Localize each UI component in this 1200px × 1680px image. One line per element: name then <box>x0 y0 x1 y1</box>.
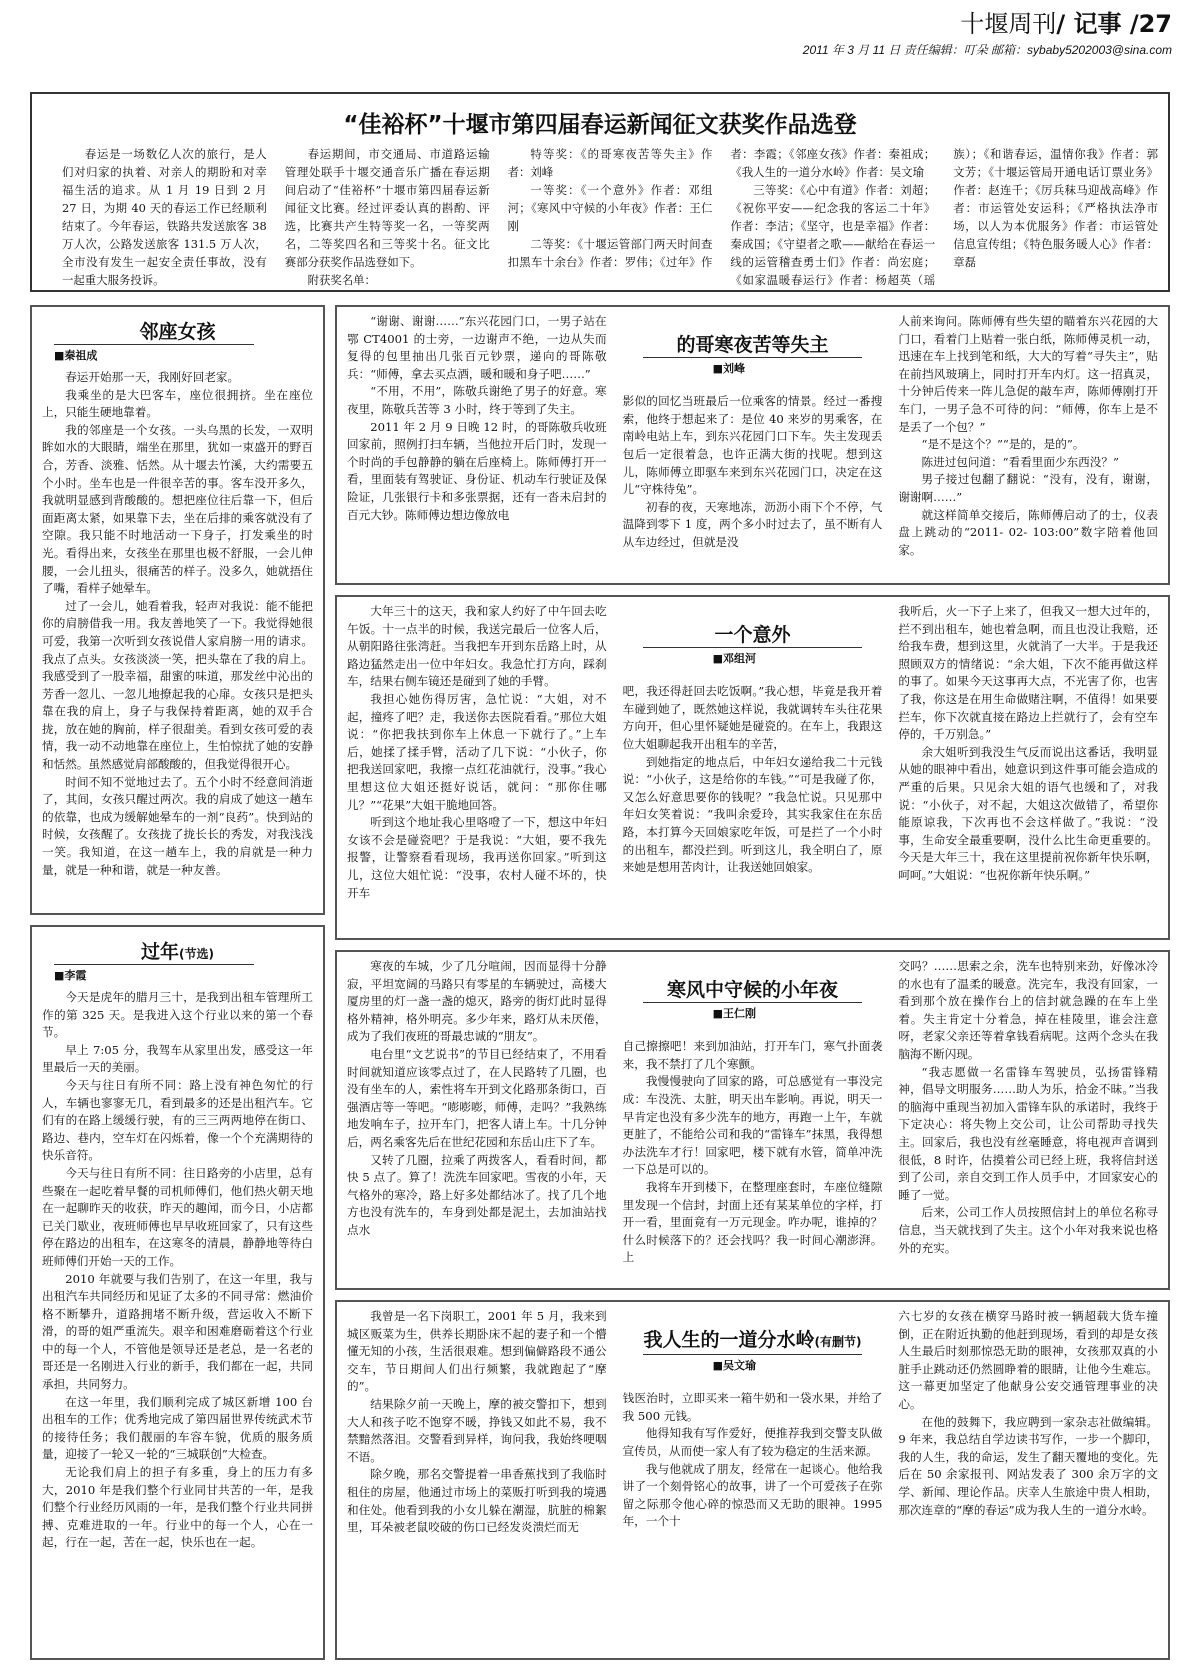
paragraph: 陈进过包问道：“看看里面少东西没？” <box>921 454 1119 469</box>
paragraph: 他得知我有写作爱好，便推荐我到交警支队做宣传员，从而使一家人有了较为稳定的生活来源。 <box>622 1426 883 1458</box>
paragraph: 在他的鼓舞下，我应聘到一家杂志社做编辑。9 年来，我总结自学边读书写作，一步一个脚印，我的人生，我的命运，发生了翻天覆地的变化。先后在 50 余家报刊、网站发表了 300 余万字的文学、新闻、理论作品。庆幸人生旅途中贵人相助，那次连章的“摩的春运”成为我人生的一道分水岭。 <box>898 1414 1158 1517</box>
article-column <box>623 603 883 902</box>
paragraph: 电台里“文艺说书”的节目已经结束了，不用看时间就知道应该零点过了，在人民路转了几圈，也没有坐车的人，索性将车开到文化路那条街口，百强酒店等一等吧。“嘭嘭嘭，师傅，走吗？”我熟练地发响车子，拉开车门，把客人请上车。十几分钟后，两名乘客先后在世纪花园和东岳山庄下了车。 <box>347 1046 607 1149</box>
intro-title: “佳裕杯”十堰市第四届春运新闻征文获奖作品选登 <box>343 112 857 138</box>
paragraph: 后来，公司工作人员按照信封上的单位名称寻信息，当天就找到了失主。这个小年对我来说也格外的充实。 <box>898 1205 1158 1255</box>
article-column <box>898 313 1158 559</box>
paragraph: 我担心她伤得厉害，急忙说：“大姐，对不起，撞疼了吧？走，我送你去医院看看。”那位大姐说：“你把我扶到你车上休息一下就行了。”上车后，她揉了揉手臂，活动了几下说：“小伙子，你把我送回家吧，我擦一点红花油就行，没事。”我心里想这位大姐还挺好说话，就问：“那你住哪儿？”“花果”大姐干脆地回答。 <box>347 691 607 812</box>
paragraph: 三等奖：《心中有道》作者：刘超；《祝你平安——纪念我的客运二十年》作者：李洁；《坚守，也是幸福》作者：秦成国；《守望者之歌——献给在春运一线的运管稽查勇士们》作者：尚宏庭；《如家温暖春运行》作者：杨超英（瑶族）；《和谐春运，温情你我》作者：郭文芳；《十堰运管局开通电话订票业务》作者：赵连千；《厉兵秣马迎战高峰》作者：市运管处安运科；《严格执法净市场，以人为本优服务》作者：市运管处信息宣传组；《特色服务暖人心》作者：章磊 <box>730 147 1158 287</box>
article-title: 的哥寒夜苦等失主 <box>676 334 829 356</box>
article-title: 一个意外 <box>714 624 791 646</box>
intro-text <box>42 145 1158 295</box>
article-title: 寒风中守候的小年夜 <box>666 979 838 1001</box>
article-title: 过年(节选) <box>141 941 214 963</box>
article-body <box>42 369 313 879</box>
article-column <box>623 958 883 1267</box>
paragraph: 我的邻座是一个女孩。一头乌黑的长发，一双明眸如水的大眼睛，端坐在那里，犹如一束盛开的野百合，芳香、淡雅、恬然。从十堰去竹溪，大约需要五个小时。坐车也是一件很辛苦的事。客车没开多久，我就明显感到背酸酸的。想把座位往后靠一下，但后面距离太紧，如果靠下去，坐在后排的乘客就没有了空隙。我只能不时地活动一下身子，打发乘坐的时光。看得出来，女孩坐在那里也极不舒服，一会儿伸腰，一会儿扭头，很痛苦的样子。没多久，她就捂住了嘴，看样子她晕车。 <box>42 422 313 596</box>
paragraph: 自己擦擦吧！来到加油站，打开车门，寒气扑面袭来，我不禁打了几个寒颤。 <box>622 1039 883 1071</box>
paragraph: 2011 年 2 月 9 日晚 12 时，的哥陈敬兵收班回家前，照例打扫车辆，当他拉开后门时，发现一个时尚的手包静静的躺在后座椅上。陈师傅打开一看，里面装有驾驶证、身份证、机动车行驶证及保险证，几张银行卡和多张票据，还有一沓未启封的百元大钞。陈师傅边想边像放电 <box>347 419 607 522</box>
article-note: (节选) <box>179 947 214 961</box>
article-title: 邻座女孩 <box>139 321 216 343</box>
paragraph: 春运是一场数亿人次的旅行，是人们对归家的执着、对亲人的期盼和对幸福生活的追求。从 1 月 19 日到 2 月 27 日，为期 40 天的春运工作已经顺利结束了。今年春运，铁路共发送旅客 38 万人次，公路发送旅客 131.5 万人次，全市没有发生一起安全责任事故，没有一起重大服务投诉。 <box>62 147 267 287</box>
article-column <box>347 603 607 902</box>
article-yige-yiwai <box>335 595 1170 940</box>
paragraph: 无论我们肩上的担子有多重，身上的压力有多大，2010 年是我们整个行业同甘共苦的一年，是我们整个行业经历风雨的一年，是我们整个行业共同拼搏、克难进取的一年。行业中的每一个人，心在一起，行在一起，苦在一起，快乐也在一起。 <box>42 1465 313 1550</box>
article-column <box>898 603 1158 902</box>
article-fenshuiling <box>335 1300 1170 1660</box>
paragraph: 我乘坐的是大巴客车，座位很拥挤。坐在座位上，只能生硬地靠着。 <box>42 387 313 420</box>
article-author: ■刘峰 <box>643 357 863 378</box>
issue-meta: 2011 年 3 月 11 日 责任编辑：叮朵 邮箱：sybaby5202003@sina.com <box>802 43 1172 57</box>
paragraph: 我曾是一名下岗职工，2001 年 5 月，我来到城区贩菜为生，供养长期卧床不起的妻子和一个懵懂无知的小孩，生活很艰难。想到偏僻路段不通公交车，节日期间人们出行频繁，我就跑起了“摩的”。 <box>347 1309 607 1394</box>
paragraph: 听到这个地址我心里咯噔了一下，想这中年妇女该不会是碰瓷吧？于是我说：“大姐，要不我先报警，让警察看看现场，我再送你回家。”听到这儿，这位大姐忙说：“没事，农村人碰不坏的，快开车 <box>347 815 607 900</box>
article-author: ■吴文瑜 <box>643 1354 863 1375</box>
article-note: (有删节) <box>814 1335 862 1349</box>
article-body <box>42 989 313 1552</box>
paragraph: 影似的回忆当班最后一位乘客的情景。经过一番搜索，他终于想起来了：是位 40 来岁的男乘客，在南岭电站上车，到东兴花园门口下车。失主发现丢包后一定很着急，也许正满大街的找呢。想到这儿，陈师傅立即驱车来到东兴花园门口，决定在这儿“守株待兔”。 <box>622 394 883 497</box>
paragraph: 钱医治时，立即买来一箱牛奶和一袋水果，并给了我 500 元钱。 <box>622 1391 883 1423</box>
article-dege <box>335 305 1170 585</box>
paragraph: 人前来询问。陈师傅有些失望的瞄着东兴花园的大门口，看着门上贴着一张白纸，陈师傅灵机一动，迅速在车上找到笔和纸，大大的写着“寻失主”，贴在前挡风玻璃上，同时打开车内灯。这一招真灵，十分钟后传来一阵儿急促的敲车声，陈师傅刚打开车门，一男子急不可待的问：“师傅，你车上是不是丢了一个包？” <box>898 314 1158 434</box>
article-column <box>623 1308 883 1537</box>
article-author: ■王仁刚 <box>643 1002 863 1023</box>
article-column <box>623 313 883 559</box>
paragraph: 我与他就成了朋友，经常在一起谈心。他给我讲了一个刻骨铭心的故事，讲了一个可爱孩子在弥留之际那令他心碎的惊恐而又无助的眼神。1995 年，一个十 <box>622 1461 883 1529</box>
paragraph: 二等奖：《十堰运管部门两天时间查扣黑车十余台》作者：罗伟；《过年》作者：李霞；《邻座女孩》作者：秦祖成；《我人生的一道分水岭》作者：吴文瑜 <box>507 147 936 269</box>
article-column <box>898 1308 1158 1537</box>
paragraph: 结果除夕前一天晚上，摩的被交警扣下，想到大人和孩子吃不饱穿不暖，挣钱又如此不易，我不禁黯然落泪。交警看到异样，询问我，我始终哽咽不语。 <box>347 1396 607 1464</box>
article-guonian <box>30 925 325 1660</box>
paragraph: 我听后，火一下子上来了，但我又一想大过年的，拦不到出租车，她也着急啊，而且也没让我赔，还给我车费，想到这里，火就消了一大半。于是我还照顾双方的情绪说：“余大姐，下次不能再做这样的事了。如果今天这事再大点，不光害了你，也害了我，你这是在用生命做赌注啊，不值得！如果要拦车，你下次就直接在路边上拦就行了，会有空车停的，千万别急。” <box>898 604 1158 742</box>
paragraph: 春运期间，市交通局、市道路运输管理处联手十堰交通音乐广播在春运期间启动了“佳裕杯”十堰市第四届春运新闻征文比赛。经过评委认真的斟酌、评选，比赛共产生特等奖一名，一等奖两名，二等奖四名和三等奖十名。征文比赛部分获奖作品选登如下。 <box>284 147 490 269</box>
paragraph: 交吗？……思索之余，洗车也特别来劲，好像冰冷的水也有了温柔的暖意。洗完车，我没有回家，一看到那个放在操作台上的信封就急躁的在车上坐着。失主肯定十分着急，掉在桂陵里，谁会注意呀，老家父亲还等着拿钱看病呢。这两个念头在我脑海不断闪现。 <box>898 959 1158 1061</box>
paragraph: 初春的夜，天寒地冻，沥沥小雨下个不停，气温降到零下 1 度，两个多小时过去了，虽不断有人从车边经过，但就是没 <box>622 499 883 549</box>
paragraph: 在这一年里，我们顺利完成了城区新增 100 台出租车的工作；优秀地完成了第四届世界传统武术节的接待任务；我们靓丽的车容车貌，优质的服务质量，迎接了一轮又一轮的“三城联创”大检查。 <box>42 1394 313 1462</box>
paragraph: 特等奖：《的哥寒夜苦等失主》作者：刘峰 <box>507 147 713 179</box>
article-linzuo-nvhai <box>30 305 325 915</box>
article-column <box>347 313 607 559</box>
article-author: ■邓组河 <box>643 647 863 668</box>
paragraph: 今天与往日有所不同：路上没有神色匆忙的行人，车辆也寥寥无几，看到最多的还是出租汽车。它们有的在路上缓缓行驶，有的三三两两地停在街口、路边、巷内，空车灯在闪烁着，像一个个充满期待的快乐音符。 <box>42 1077 313 1163</box>
paragraph: 过了一会儿，她看着我，轻声对我说：能不能把你的肩膀借我一用。我友善地笑了一下。我觉得她很可爱，我第一次听到女孩说借人家肩膀一用的请求。我点了点头。女孩淡淡一笑，把头靠在了我的肩上。我感受到了一股幸福，甜蜜的味道，那发丝中沁出的芳香一忽儿、一忽儿地撩起我的心扉。女孩只是把头靠在我的肩上，身子与我保持着距离，她的双手合拢，放在她的胸前，样子很甜美。看到女孩可爱的表情，我一动不动地靠在座位上，生怕惊扰了她的安静和恬然。虽然感觉肩部酸酸的，但我觉得很开心。 <box>42 598 313 772</box>
paragraph: 早上 7:05 分，我驾车从家里出发，感受这一年里最后一天的美丽。 <box>42 1042 313 1075</box>
paragraph: 一等奖：《一个意外》作者：邓组河；《寒风中守候的小年夜》作者：王仁刚 <box>507 183 713 233</box>
article-hanfeng <box>335 950 1170 1290</box>
section-page: / 记事 /27 <box>1056 10 1172 38</box>
article-column <box>347 958 607 1267</box>
publication-title: 十堰周刊 <box>960 10 1057 38</box>
paragraph: 今天是虎年的腊月三十，是我到出租车管理所工作的第 325 天。是我进入这个行业以来的第一个春节。 <box>42 990 313 1040</box>
intro-box <box>30 92 1170 292</box>
paragraph: 男子接过包翻了翻说：“没有，没有，谢谢，谢谢啊……” <box>898 472 1158 504</box>
paragraph: 除夕晚，那名交警提着一串香蕉找到了我临时租住的房屋，他通过市场上的菜贩打听到我的境遇和住处。他看到我的小女儿躲在潮湿，肮脏的棉絮里，耳朵被老鼠咬破的伤口已经发炎溃烂而无 <box>347 1467 607 1535</box>
paragraph: “谢谢、谢谢……”东兴花园门口，一男子站在鄂 CT4001 的士旁，一边谢声不绝，一边从失而复得的包里抽出几张百元钞票，递向的哥陈敬兵：“师傅，拿去买点酒，暖和暖和身子吧……” <box>347 314 607 381</box>
paragraph: 六七岁的女孩在横穿马路时被一辆超载大货车撞倒，正在附近执勤的他赶到现场，看到的却是女孩人生最后时刻那惊恐无助的眼神，女孩那双真的小脏手止跳动还仍然圆睁着的眼睛，让他今生难忘。这一幕更加坚定了他献身公安交通管理事业的决心。 <box>898 1309 1158 1411</box>
paragraph: 2010 年就要与我们告别了，在这一年里，我与出租汽车共同经历和见证了太多的不同寻常：燃油价格不断攀升，道路拥堵不断升级，营运收入不断下滑，的哥的姐严重流失。艰辛和困难磨砺着这个行业中的每一个人，不管他是领导还是老总，是一名老的哥还是一名刚进入行业的新手，我们都在一起，共同承担，共同努力。 <box>42 1271 313 1392</box>
paragraph: “是不是这个？”“是的，是的”。 <box>921 437 1085 452</box>
article-title: 我人生的一道分水岭(有删节) <box>643 1329 862 1351</box>
paragraph: 今天与往日有所不同：往日路旁的小店里，总有些聚在一起吃着早餐的司机师傅们，他们热火朝天地在一起聊昨天的收获，昨天的趣闻，而今日，小店都已关门歇业，夜班师傅也早早收班回家了，只有这些停在路边的出租车，在这寒冬的清晨，静静地等待白班师傅们开始一天的工作。 <box>42 1165 313 1268</box>
article-column <box>347 1308 607 1537</box>
paragraph: 春运开始那一天，我刚好回老家。 <box>65 370 240 384</box>
paragraph: 我慢慢驶向了回家的路，可总感觉有一事没完成：车没洗、太脏，明天出车影响。再说，明天一早肯定也没有多少洗车的地方，再跑一上午，车就更脏了，不能给公司和我的“雷锋车”抹黑，我得想办法洗车才行！回家吧，楼下就有水管，简单冲洗一下总是可以的。 <box>622 1074 883 1177</box>
paragraph: “不用，不用”，陈敬兵谢绝了男子的好意。寒夜里，陈敬兵苦等 3 小时，终于等到了失主。 <box>347 384 607 416</box>
paragraph: 到她指定的地点后，中年妇女递给我二十元钱说：“小伙子，这是给你的车钱。”“可是我碰了你，又怎么好意思要你的钱呢？”我急忙说。只见那中年妇女笑着说：“我叫余爱玲，其实我家住在东岳路，本打算今天回娘家吃年饭，可是拦了一个小时的出租车，都没拦到。听到这儿，我全明白了，原来她是想用苦肉计，让我送她回娘家。 <box>622 754 883 875</box>
paragraph: 附获奖名单： <box>307 273 376 287</box>
paragraph: 大年三十的这天，我和家人约好了中午回去吃午饭。十一点半的时候，我送完最后一位客人后，从朝阳路往张湾赶。当我把车开到东岳路上时，从路边猛然走出一位中年妇女。我急忙打方向，踩刹车，结果右侧车镜还是碰到了她的手臂。 <box>347 604 607 689</box>
page-header <box>803 4 1172 58</box>
paragraph: 余大姐听到我没生气反而说出这番话，我明显从她的眼神中看出，她意识到这件事可能会造成的严重的后果。只见余大姐的语气也缓和了，对我说：“小伙子，对不起，大姐这次做错了，希望你能原谅我，下次再也不会这样做了。”我说：“没事，生命安全最重要啊，没什么比生命更重要的。今天是大年三十，我在这里提前祝你新年快乐啊，呵呵。”大姐说：“也祝你新年快乐啊。” <box>898 744 1158 882</box>
paragraph: 又转了几圈，拉乘了两拨客人，看看时间，都快 5 点了。算了！洗洗车回家吧。雪夜的小年，天气格外的寒冷，路上好多处都结冰了。找了几个地方也没有洗车的，车身到处都是泥土，去加油站找点水 <box>347 1152 607 1237</box>
paragraph: 寒夜的车城，少了几分喧闹，因而显得十分静寂，平坦宽阔的马路只有零星的车辆驶过，高楼大厦房里的灯一盏一盏的熄灭，路旁的街灯此时显得格外精神，格外明亮。多少年来，路灯从未厌倦，成为了我们夜班的哥最忠诚的“朋友”。 <box>347 959 607 1044</box>
article-author: ■秦祖成 <box>54 344 254 363</box>
paragraph: 我将车开到楼下，在整理座套时，车座位缝隙里发现一个信封，封面上还有某某单位的字样，打开一看，里面竟有一万元现金。咋办呢，谁掉的？什么时候落下的？还会找吗？我一时间心潮澎湃。上 <box>622 1179 883 1265</box>
paragraph: 吧，我还得赶回去吃饭啊。”我心想，毕竟是我开着车碰到她了，既然她这样说，我就调转车头往花果方向开，但心里怀疑她是碰瓷的。在车上，我跟这位大姐聊起我开出租车的辛苦， <box>622 684 883 751</box>
paragraph: 就这样简单交接后，陈师傅启动了的士，仪表盘上跳动的“2011- 02- 103:00”数字陪着他回家。 <box>898 507 1158 557</box>
article-author: ■李霞 <box>54 964 254 983</box>
paragraph: 时间不知不觉地过去了。五个小时不经意间消逝了，其间，女孩只醒过两次。我的肩成了她这一趟车的依靠，也成为缓解她晕车的一剂“良药”。快到站的时候，女孩醒了。女孩拢了拢长长的秀发，对我浅浅一笑。我知道，在这一趟车上，我的肩就是一种力量，就是一种和谐，就是一种友善。 <box>42 774 313 877</box>
article-column <box>898 958 1158 1267</box>
paragraph: “我志愿做一名雷锋车驾驶员，弘扬雷锋精神，倡导文明服务……助人为乐，拾金不昧。”当我的脑海中重现当初加入雷锋车队的承诺时，我终于下定决心：将失物上交公司，让公司帮助寻找失主。回家后，我也没有丝毫睡意，将电视声音调到很低，8 时许，估摸着公司已经上班，我将信封送到了公司，亲自交到工作人员手中，才回家安心的睡了一觉。 <box>898 1064 1158 1202</box>
